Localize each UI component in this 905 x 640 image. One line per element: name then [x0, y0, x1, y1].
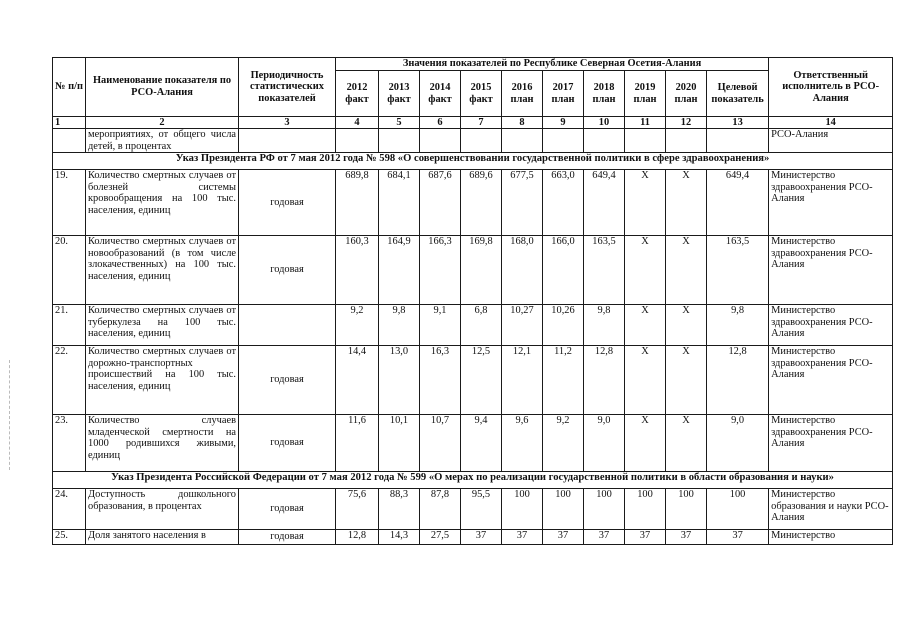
row-number-cell: 22. — [53, 346, 86, 415]
value-cell: 10,26 — [543, 305, 584, 346]
value-cell: 9,6 — [502, 415, 543, 472]
column-number: 2 — [86, 117, 239, 129]
header-values-group: Значения показателей по Республике Северная Осетия-Алания — [336, 58, 769, 71]
value-cell: 689,8 — [336, 170, 379, 236]
target-cell: 9,0 — [707, 415, 769, 472]
table-row — [53, 236, 893, 305]
value-cell: 37 — [461, 530, 502, 545]
value-cell: 75,6 — [336, 489, 379, 530]
row-number-cell: 25. — [53, 530, 86, 545]
target-cell — [707, 129, 769, 153]
periodicity-cell: годовая — [239, 530, 336, 545]
header-year-cell: 2013 факт — [379, 71, 420, 117]
row-number-cell: 20. — [53, 236, 86, 305]
periodicity-cell: годовая — [239, 415, 336, 472]
value-cell: 6,8 — [461, 305, 502, 346]
target-cell: 9,8 — [707, 305, 769, 346]
periodicity-cell: годовая — [239, 170, 336, 236]
target-cell: 37 — [707, 530, 769, 545]
value-cell: 684,1 — [379, 170, 420, 236]
column-number: 11 — [625, 117, 666, 129]
responsible-cell: Министерство здравоохранения РСО-Алания — [769, 305, 893, 346]
column-numbers-row — [53, 117, 893, 129]
value-cell: 160,3 — [336, 236, 379, 305]
value-cell: 9,0 — [584, 415, 625, 472]
value-cell: Х — [666, 415, 707, 472]
value-cell: 100 — [502, 489, 543, 530]
value-cell — [543, 129, 584, 153]
continuation-row — [53, 129, 893, 153]
value-cell: Х — [625, 170, 666, 236]
value-cell: Х — [625, 415, 666, 472]
section-title: Указ Президента РФ от 7 мая 2012 года № 598 «О совершенствовании государственной политики в сфере здравоохранения» — [53, 153, 893, 170]
responsible-cell: Министерство здравоохранения РСО-Алания — [769, 236, 893, 305]
value-cell: 37 — [502, 530, 543, 545]
table-row — [53, 415, 893, 472]
value-cell: Х — [625, 305, 666, 346]
value-cell: Х — [666, 170, 707, 236]
table-row — [53, 305, 893, 346]
value-cell: 163,5 — [584, 236, 625, 305]
target-cell: 163,5 — [707, 236, 769, 305]
header-year-cell: 2019 план — [625, 71, 666, 117]
value-cell: 37 — [543, 530, 584, 545]
target-cell: 100 — [707, 489, 769, 530]
row-number-cell: 24. — [53, 489, 86, 530]
row-number-cell — [53, 129, 86, 153]
value-cell: 164,9 — [379, 236, 420, 305]
value-cell: 100 — [584, 489, 625, 530]
header-year-cell: 2012 факт — [336, 71, 379, 117]
responsible-cell: Министерство образования и науки РСО-Алания — [769, 489, 893, 530]
value-cell — [336, 129, 379, 153]
section-heading-row — [53, 153, 893, 170]
value-cell — [666, 129, 707, 153]
value-cell — [461, 129, 502, 153]
row-number-cell: 19. — [53, 170, 86, 236]
row-number-cell: 21. — [53, 305, 86, 346]
value-cell — [420, 129, 461, 153]
responsible-cell: Министерство — [769, 530, 893, 545]
indicators-table — [52, 57, 893, 545]
header-year-cell: 2020 план — [666, 71, 707, 117]
value-cell: 10,7 — [420, 415, 461, 472]
table-row — [53, 170, 893, 236]
column-number: 3 — [239, 117, 336, 129]
value-cell: 169,8 — [461, 236, 502, 305]
value-cell: 166,3 — [420, 236, 461, 305]
value-cell: 12,1 — [502, 346, 543, 415]
value-cell: 12,5 — [461, 346, 502, 415]
value-cell — [502, 129, 543, 153]
document-page — [52, 57, 893, 545]
column-number: 10 — [584, 117, 625, 129]
column-number: 8 — [502, 117, 543, 129]
periodicity-cell — [239, 305, 336, 346]
column-number: 7 — [461, 117, 502, 129]
indicator-name: Количество смертных случаев от новообразований (в том числе злокачественных) на 100 тыс. населения, единиц — [86, 236, 239, 305]
value-cell: 87,8 — [420, 489, 461, 530]
periodicity-cell: годовая — [239, 346, 336, 415]
responsible-cell: Министерство здравоохранения РСО-Алания — [769, 346, 893, 415]
responsible-cell: РСО-Алания — [769, 129, 893, 153]
section-heading-row — [53, 472, 893, 489]
value-cell: 10,27 — [502, 305, 543, 346]
header-year-cell: 2014 факт — [420, 71, 461, 117]
value-cell: 37 — [584, 530, 625, 545]
value-cell — [625, 129, 666, 153]
value-cell: 37 — [666, 530, 707, 545]
value-cell: 37 — [625, 530, 666, 545]
column-number: 9 — [543, 117, 584, 129]
header-row-top — [53, 58, 893, 71]
value-cell: 100 — [543, 489, 584, 530]
value-cell: 14,4 — [336, 346, 379, 415]
indicator-name: Количество смертных случаев от болезней системы кровообращения на 100 тыс. населения, единиц — [86, 170, 239, 236]
value-cell: 16,3 — [420, 346, 461, 415]
value-cell: Х — [666, 305, 707, 346]
target-cell: 12,8 — [707, 346, 769, 415]
scan-edge-mark — [9, 360, 11, 470]
header-num: № п/п — [53, 58, 86, 117]
column-number: 4 — [336, 117, 379, 129]
value-cell: 663,0 — [543, 170, 584, 236]
header-name: Наименование показателя по РСО-Алания — [86, 58, 239, 117]
value-cell: Х — [625, 236, 666, 305]
value-cell: 9,2 — [543, 415, 584, 472]
column-number: 5 — [379, 117, 420, 129]
value-cell: 9,1 — [420, 305, 461, 346]
column-number: 1 — [53, 117, 86, 129]
header-year-cell: 2016 план — [502, 71, 543, 117]
indicator-name: Количество случаев младенческой смертности на 1000 родившихся живыми, единиц — [86, 415, 239, 472]
value-cell: 12,8 — [584, 346, 625, 415]
column-number: 14 — [769, 117, 893, 129]
column-number: 12 — [666, 117, 707, 129]
indicator-name: Доля занятого населения в — [86, 530, 239, 545]
header-target: Целевой показатель — [707, 71, 769, 117]
value-cell: 100 — [625, 489, 666, 530]
value-cell: 88,3 — [379, 489, 420, 530]
value-cell: 677,5 — [502, 170, 543, 236]
section-title: Указ Президента Российской Федерации от 7 мая 2012 года № 599 «О мерах по реализации государственной политики в области образования и науки» — [53, 472, 893, 489]
value-cell: 11,6 — [336, 415, 379, 472]
value-cell: 9,4 — [461, 415, 502, 472]
value-cell: 95,5 — [461, 489, 502, 530]
value-cell: Х — [666, 236, 707, 305]
value-cell: 11,2 — [543, 346, 584, 415]
header-periodicity: Периодичность статистических показателей — [239, 58, 336, 117]
value-cell: 27,5 — [420, 530, 461, 545]
header-year-cell: 2017 план — [543, 71, 584, 117]
row-number-cell: 23. — [53, 415, 86, 472]
target-cell: 649,4 — [707, 170, 769, 236]
value-cell: 687,6 — [420, 170, 461, 236]
value-cell: Х — [625, 346, 666, 415]
value-cell: 13,0 — [379, 346, 420, 415]
indicator-name: мероприятиях, от общего числа детей, в процентах — [86, 129, 239, 153]
table-row — [53, 489, 893, 530]
value-cell — [584, 129, 625, 153]
periodicity-cell — [239, 129, 336, 153]
column-number: 6 — [420, 117, 461, 129]
value-cell: 12,8 — [336, 530, 379, 545]
value-cell: 649,4 — [584, 170, 625, 236]
value-cell: 9,2 — [336, 305, 379, 346]
header-year-cell: 2015 факт — [461, 71, 502, 117]
value-cell: Х — [666, 346, 707, 415]
value-cell: 10,1 — [379, 415, 420, 472]
indicator-name: Доступность дошкольного образования, в процентах — [86, 489, 239, 530]
value-cell: 166,0 — [543, 236, 584, 305]
periodicity-cell: годовая — [239, 489, 336, 530]
value-cell: 100 — [666, 489, 707, 530]
table-row — [53, 530, 893, 545]
table-row — [53, 346, 893, 415]
responsible-cell: Министерство здравоохранения РСО-Алания — [769, 170, 893, 236]
value-cell: 689,6 — [461, 170, 502, 236]
indicator-name: Количество смертных случаев от туберкулеза на 100 тыс. населения, единиц — [86, 305, 239, 346]
value-cell: 9,8 — [379, 305, 420, 346]
value-cell: 9,8 — [584, 305, 625, 346]
periodicity-cell: годовая — [239, 236, 336, 305]
value-cell — [379, 129, 420, 153]
value-cell: 168,0 — [502, 236, 543, 305]
value-cell: 14,3 — [379, 530, 420, 545]
indicator-name: Количество смертных случаев от дорожно-транспортных происшествий на 100 тыс. населения, единиц — [86, 346, 239, 415]
header-responsible: Ответственный исполнитель в РСО-Алания — [769, 58, 893, 117]
header-year-cell: 2018 план — [584, 71, 625, 117]
column-number: 13 — [707, 117, 769, 129]
responsible-cell: Министерство здравоохранения РСО-Алания — [769, 415, 893, 472]
